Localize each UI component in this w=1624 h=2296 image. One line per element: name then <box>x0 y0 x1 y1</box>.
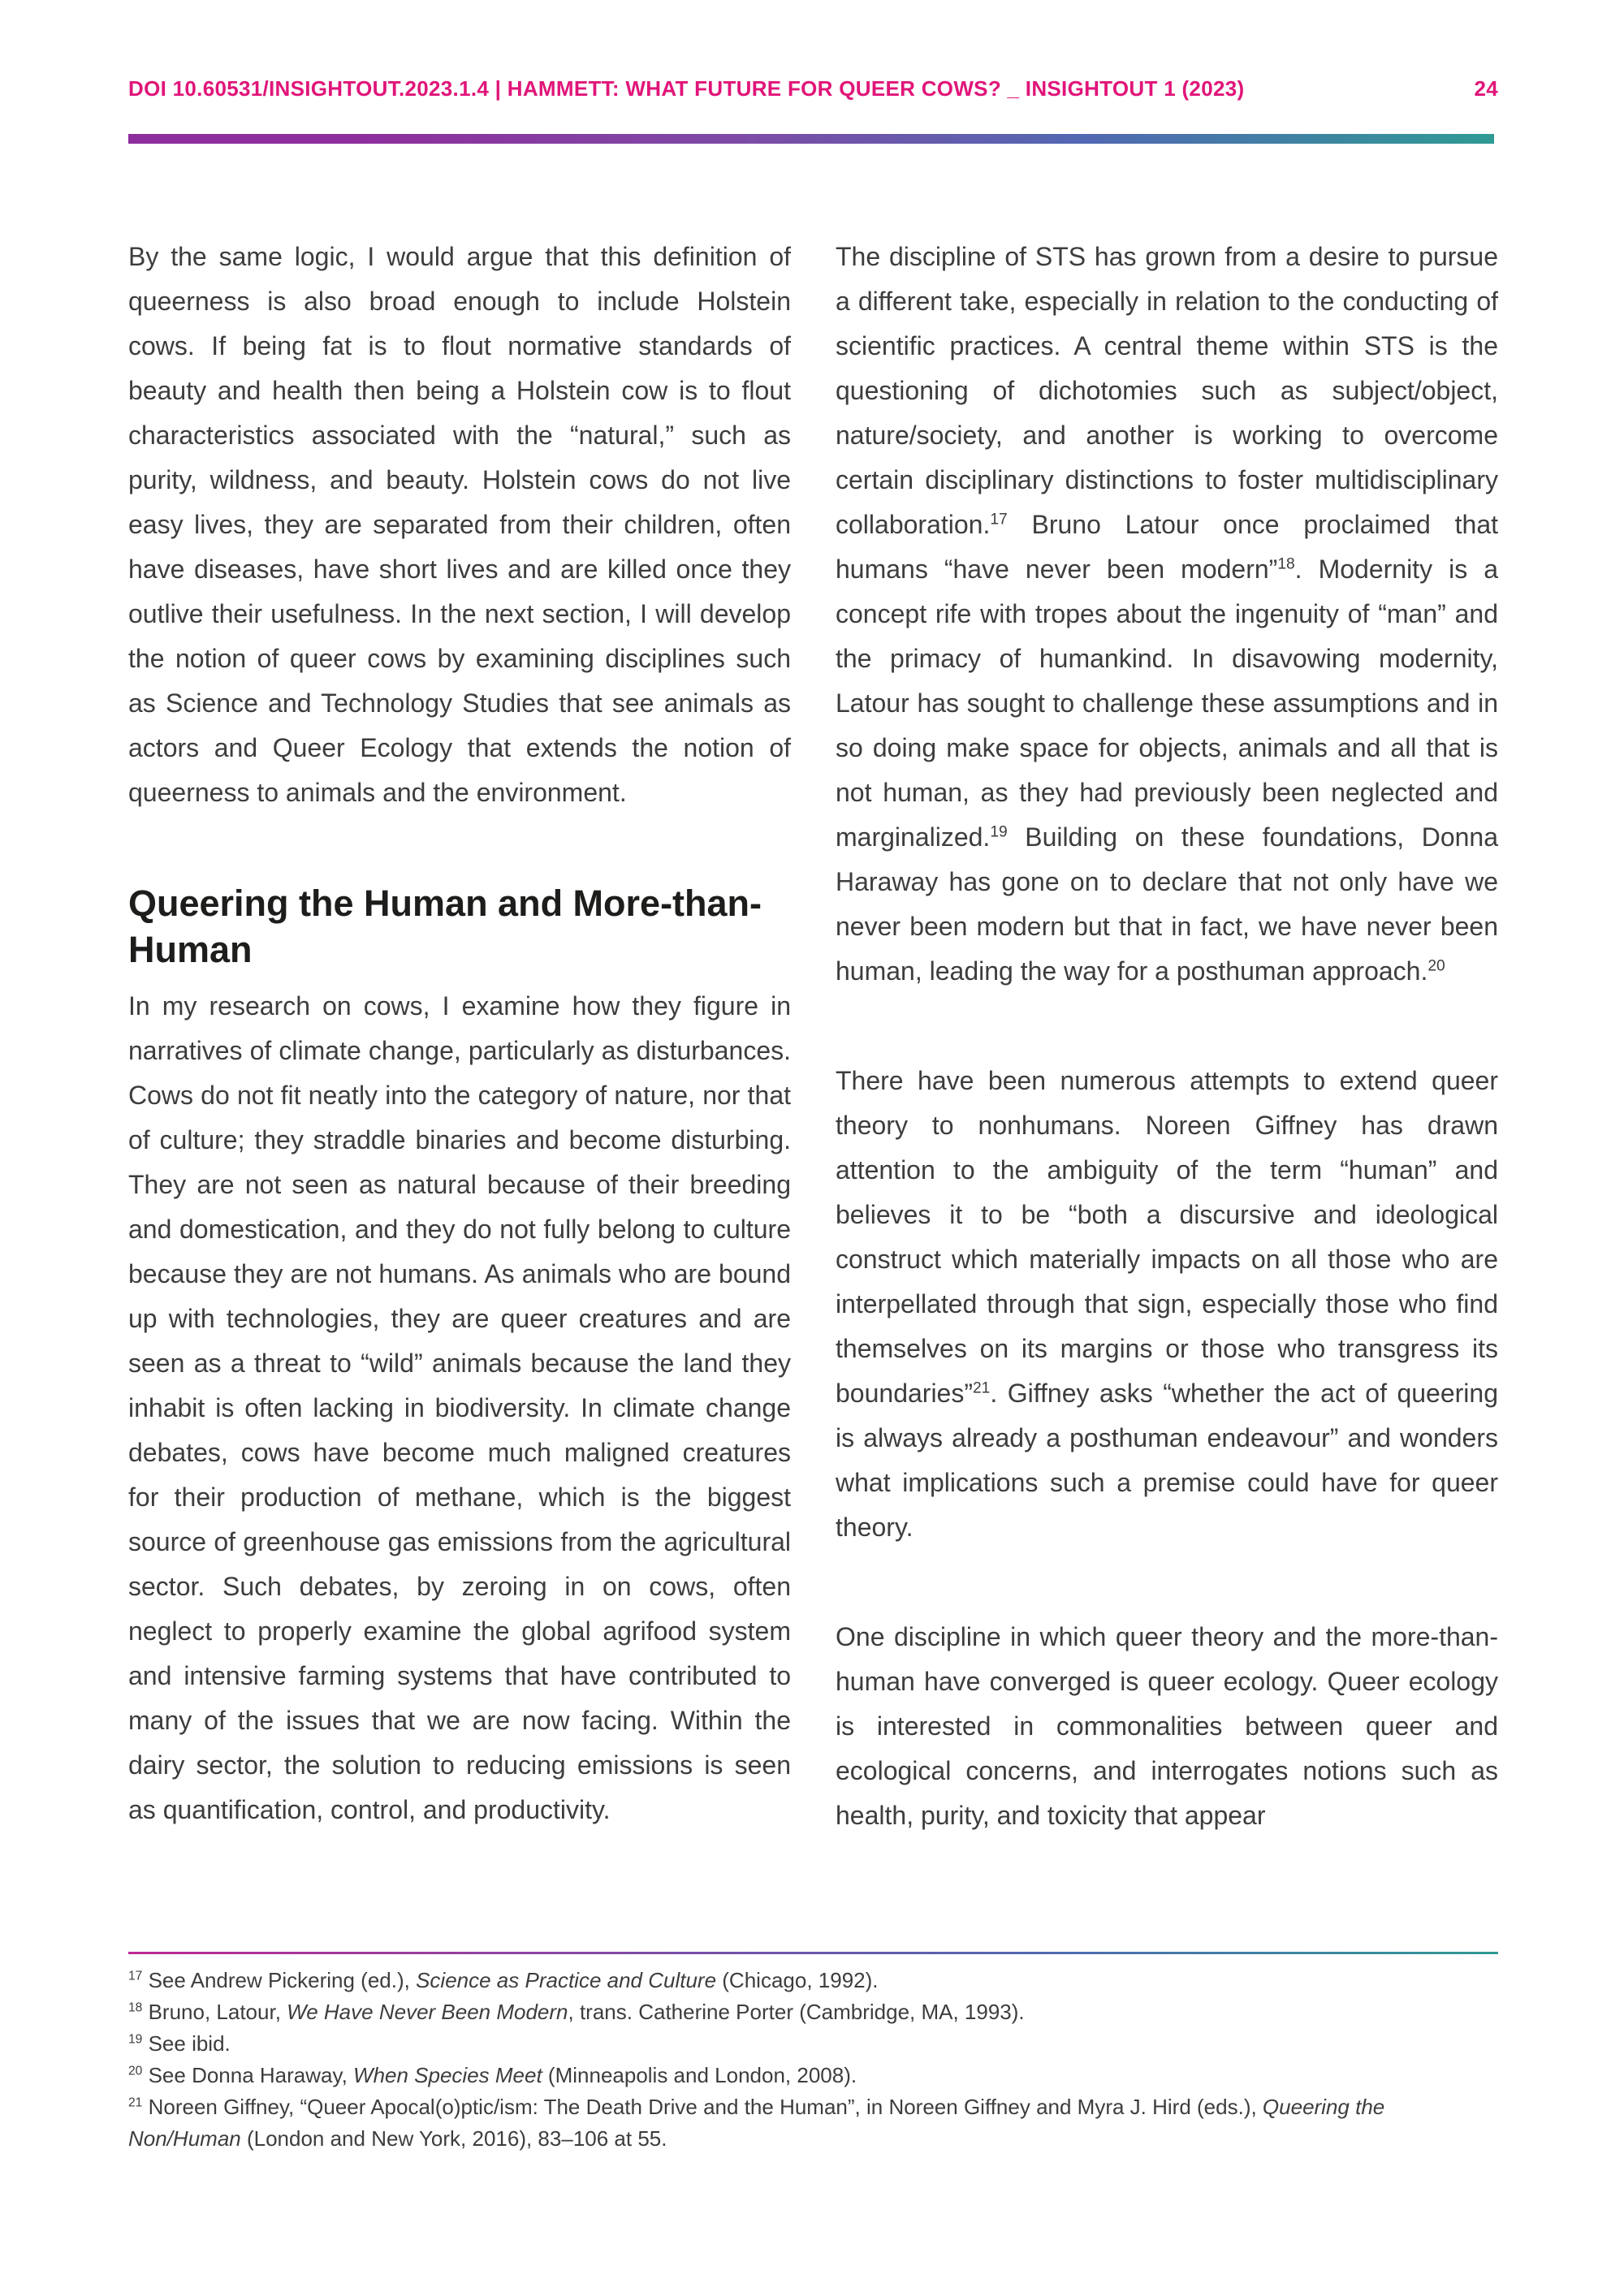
page-number: 24 <box>1474 76 1498 101</box>
page-header <box>128 76 1498 101</box>
footnote-17: $^{17}$ See Andrew Pickering (ed.), Science as Practice and Culture (Chicago, 1992). <box>128 1968 879 1992</box>
two-column-layout <box>128 235 1498 1838</box>
left-column <box>128 235 791 1838</box>
footnote-18: $^{18}$ Bruno, Latour, We Have Never Been Modern, trans. Catherine Porter (Cambridge, MA, 1993). <box>128 2000 1025 2024</box>
footnotes <box>128 1952 1498 2155</box>
footnote-separator <box>128 1952 1498 1954</box>
right-column <box>836 235 1498 1838</box>
section-heading: Queering the Human and More-than-Human <box>128 883 762 970</box>
footnote-19: $^{19}$ See ibid. <box>128 2031 231 2056</box>
paragraph-right-3: One discipline in which queer theory and the more-than-human have converged is queer ecology. Queer ecology is interested in commonalities between queer and ecological concerns, and interrogates notions such as health, purity, and toxicity that appear <box>836 1622 1498 1830</box>
paragraph-right-1: The discipline of STS has grown from a desire to pursue a different take, especially in relation to the conducting of scientific practices. A central theme within STS is the questioning of dichotomies such as subject/object, nature/society, and another is working to overcome certain disciplinary distinctions to foster multidisciplinary collaboration.$^{17}$ Bruno Latour once proclaimed that humans “have never been modern”$^{18}$. Modernity is a concept rife with tropes about the ingenuity of “man” and the primacy of humankind. In disavowing modernity, Latour has sought to challenge these assumptions and in so doing make space for objects, animals and all that is not human, as they had previously been neglected and marginalized.$^{19}$ Building on these foundations, Donna Haraway has gone on to declare that not only have we never been modern but that in fact, we have never been human, leading the way for a posthuman approach.$^{20}$ <box>836 242 1499 986</box>
doi-header-text: DOI 10.60531/INSIGHTOUT.2023.1.4 | HAMMETT: WHAT FUTURE FOR QUEER COWS? _ INSIGHTOUT 1 (2023) <box>128 76 1245 101</box>
header-rule <box>128 134 1494 144</box>
footnote-21: $^{21}$ Noreen Giffney, “Queer Apocal(o)ptic/ism: The Death Drive and the Human”, in Noreen Giffney and Myra J. Hird (eds.), Queering the Non/Human (London and New York, 2016), 83–106 at 55. <box>128 2095 1385 2151</box>
paragraph-right-2: There have been numerous attempts to extend queer theory to nonhumans. Noreen Giffney has drawn attention to the ambiguity of the term “human” and believes it to be “both a discursive and ideological construct which materially impacts on all those who are interpellated through that sign, especially those who find themselves on its margins or those who transgress its boundaries”$^{21}$. Giffney asks “whether the act of queering is always already a posthuman endeavour” and wonders what implications such a premise could have for queer theory. <box>836 1066 1498 1542</box>
paragraph-left-2: In my research on cows, I examine how they figure in narratives of climate change, particularly as disturbances. Cows do not fit neatly into the category of nature, nor that of culture; they straddle binaries and become disturbing. They are not seen as natural because of their breeding and domestication, and they do not fully belong to culture because they are not humans. As animals who are bound up with technologies, they are queer creatures and are seen as a threat to “wild” animals because the land they inhabit is often lacking in biodiversity. In climate change debates, cows have become much maligned creatures for their production of methane, which is the biggest source of greenhouse gas emissions from the agricultural sector. Such debates, by zeroing in on cows, often neglect to properly examine the global agrifood system and intensive farming systems that have contributed to many of the issues that we are now facing. Within the dairy sector, the solution to reducing emissions is seen as quantification, control, and productivity. <box>128 991 791 1824</box>
footnote-20: $^{20}$ See Donna Haraway, When Species Meet (Minneapolis and London, 2008). <box>128 2063 857 2087</box>
paragraph-left-1: By the same logic, I would argue that this definition of queerness is also broad enough to include Holstein cows. If being fat is to flout normative standards of beauty and health then being a Holstein cow is to flout characteristics associated with the “natural,” such as purity, wildness, and beauty. Holstein cows do not live easy lives, they are separated from their children, often have diseases, have short lives and are killed once they outlive their usefulness. In the next section, I will develop the notion of queer cows by examining disciplines such as Science and Technology Studies that see animals as actors and Queer Ecology that extends the notion of queerness to animals and the environment. <box>128 242 791 807</box>
